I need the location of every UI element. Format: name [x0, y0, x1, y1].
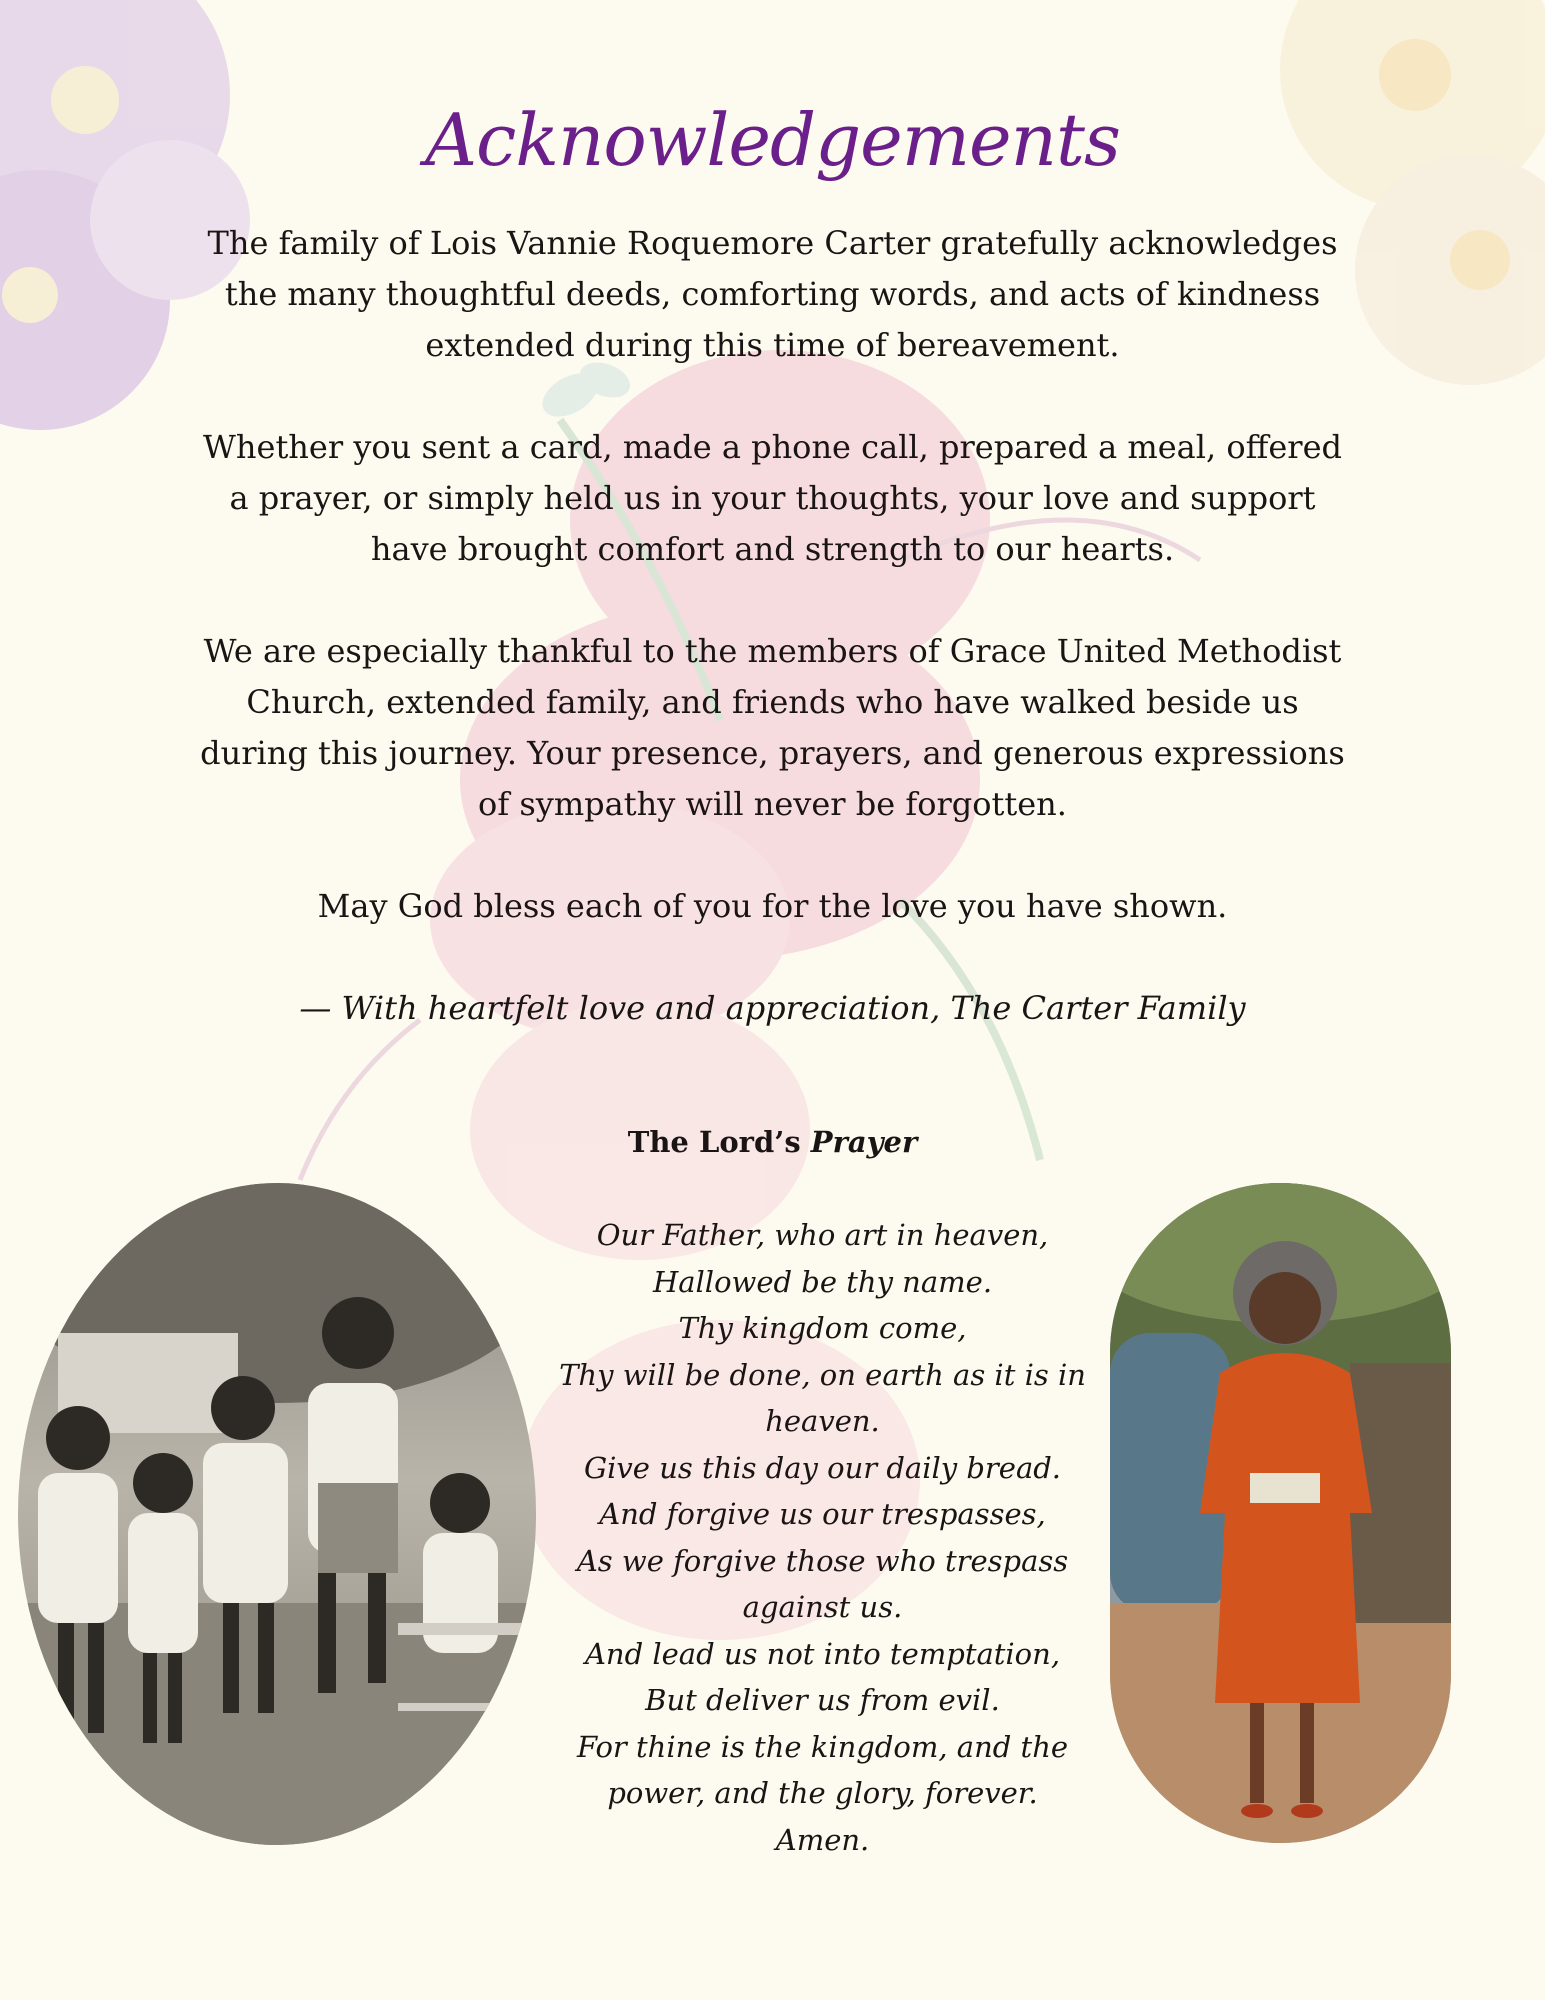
prayer-line: against us.: [742, 1590, 903, 1624]
prayer-line: And forgive us our trespasses,: [599, 1497, 1046, 1531]
prayer-line: As we forgive those who trespass: [576, 1543, 1069, 1578]
lois-photo-image: [1110, 1183, 1451, 1843]
acknowledgement-paragraph-3: We are especially thankful to the members of Grace United Methodist Church, extended family, and friends who have walked beside us during this journey. Your presence, prayers, and generous expressions of sympathy will never be forgotten.: [200, 632, 1345, 823]
acknowledgement-paragraph-2: Whether you sent a card, made a phone call, prepared a meal, offered a prayer, or simply held us in your thoughts, your love and support have brought comfort and strength to our hearts.: [203, 428, 1342, 568]
prayer-title-part-2: Prayer: [810, 1125, 918, 1159]
family-signature: — With heartfelt love and appreciation, The Carter Family: [299, 989, 1246, 1027]
prayer-line: Give us this day our daily bread.: [583, 1450, 1062, 1485]
acknowledgements-text: [200, 218, 1345, 1085]
prayer-line: heaven.: [765, 1404, 880, 1438]
acknowledgement-paragraph-4: May God bless each of you for the love you have shown.: [317, 887, 1228, 925]
children-photo-image: [18, 1183, 536, 1845]
prayer-line: Hallowed be thy name.: [652, 1264, 993, 1299]
prayer-title-part-1: The Lord’s: [627, 1125, 801, 1159]
lois-carter-photo: [1110, 1183, 1451, 1843]
family-children-photo: [18, 1183, 536, 1845]
prayer-line: But deliver us from evil.: [645, 1683, 1000, 1717]
prayer-line: For thine is the kingdom, and the: [576, 1729, 1069, 1764]
prayer-line: Our Father, who art in heaven,: [596, 1218, 1049, 1252]
prayer-line: Thy kingdom come,: [678, 1311, 967, 1345]
lords-prayer-text: [545, 1212, 1100, 1863]
page-title: Acknowledgements: [425, 98, 1120, 182]
acknowledgement-paragraph-1: The family of Lois Vannie Roquemore Carter gratefully acknowledges the many thoughtful deeds, comforting words, and acts of kindness extended during this time of bereavement.: [207, 224, 1338, 364]
prayer-line: And lead us not into temptation,: [584, 1636, 1061, 1671]
prayer-line: Amen.: [775, 1822, 870, 1857]
prayer-title: [0, 1120, 1545, 1164]
prayer-line: Thy will be done, on earth as it is in: [559, 1357, 1086, 1392]
prayer-line: power, and the glory, forever.: [607, 1776, 1038, 1810]
